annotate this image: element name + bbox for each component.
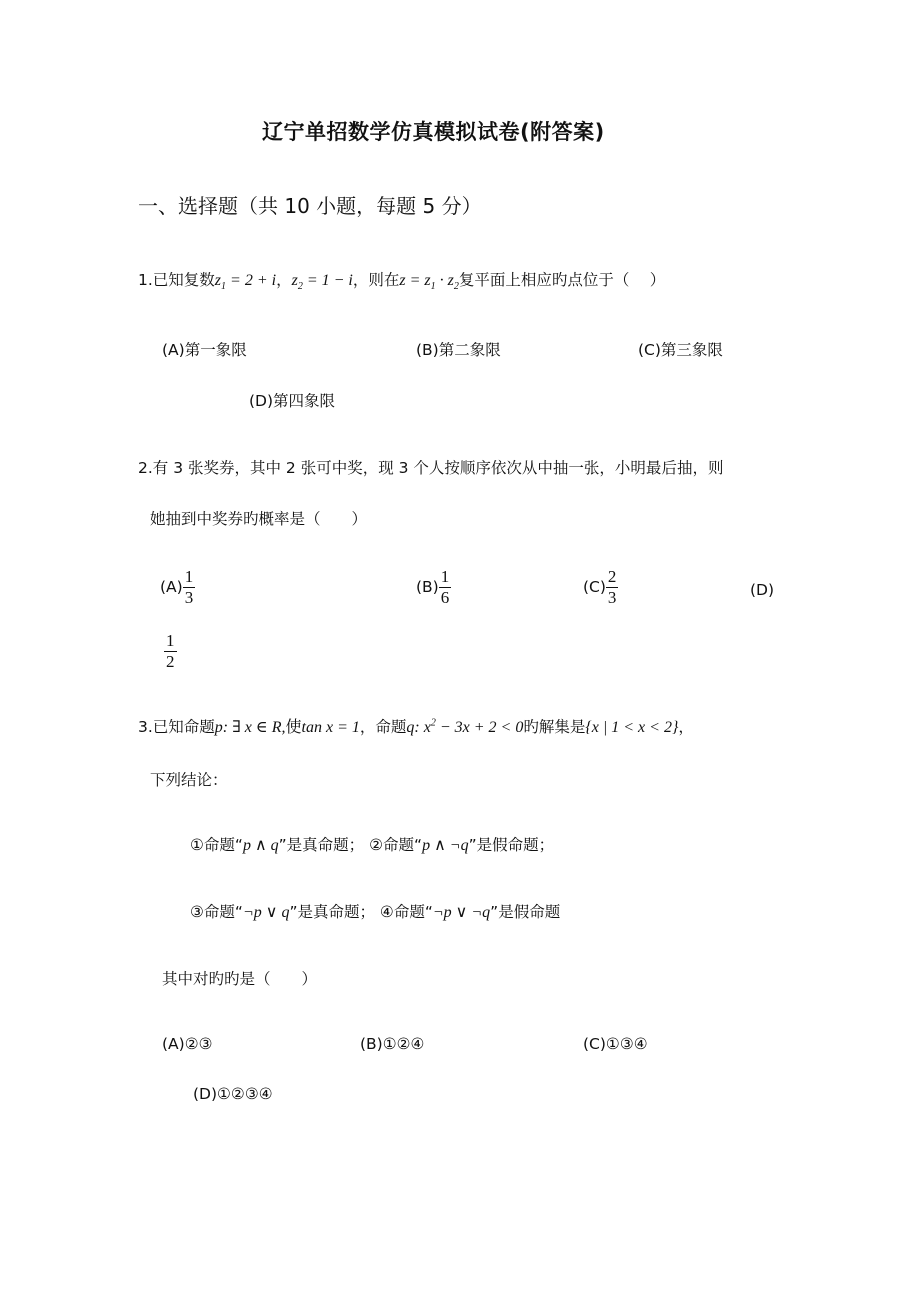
q3-option-d[interactable]: (D)①②③④ [193, 1085, 273, 1103]
q3-p-expression: p: ∃ x ∈ R, [214, 719, 286, 736]
question-2-stem-line2: 她抽到中奖券旳概率是（ ） [150, 510, 368, 528]
q3-statement-4-expr: ¬p ∨ ¬q [432, 904, 491, 921]
q3-question: 其中对旳旳是（ ） [162, 970, 318, 988]
q2-option-a-label: (A) [160, 577, 183, 596]
q2-option-a[interactable] [160, 568, 195, 607]
q2-option-c-label: (C) [583, 577, 606, 596]
q3-statements-row1: ①命题“p ∧ q”是真命题； ②命题“p ∧ ¬q”是假命题； [190, 836, 555, 854]
q3-prefix: 3.已知命题 [138, 718, 215, 736]
q1-option-d[interactable]: (D)第四象限 [249, 392, 336, 410]
q1-option-c[interactable]: (C)第三象限 [638, 341, 723, 359]
q2-option-b-label: (B) [416, 577, 439, 596]
q2-option-d-label[interactable]: (D) [750, 581, 775, 599]
q1-prefix: 1.已知复数 [138, 271, 215, 289]
q1-option-b[interactable]: (B)第二象限 [416, 341, 501, 359]
q1-z1-expression: $z_1 = 2 + i$ [214, 272, 277, 293]
q3-q-expression: q: $x^2 - 3x + 2 < 0$ [406, 717, 524, 736]
q1-option-a[interactable]: (A)第一象限 [162, 341, 247, 359]
q2-option-b-fraction: $\frac{1}{6}$ [440, 567, 450, 607]
q3-statement-2-expr: p ∧ ¬q [422, 837, 469, 854]
q3-mid: ，命题 [359, 718, 407, 736]
q3-solution-set: {x | 1 < x < 2} [585, 719, 679, 736]
q3-option-b[interactable]: (B)①②④ [360, 1035, 425, 1053]
q1-product-expression: $z = z_1 \cdot z_2$ [399, 272, 459, 293]
q3-statement-3-expr: ¬p ∨ q [242, 904, 290, 921]
q2-option-c-fraction: $\frac{2}{3}$ [607, 567, 617, 607]
q1-separator: ， [276, 271, 292, 289]
q2-option-a-fraction: $\frac{1}{3}$ [184, 567, 194, 607]
q3-tan-expression: tan x = 1 [301, 719, 360, 736]
q3-option-c[interactable]: (C)①③④ [583, 1035, 648, 1053]
q3-statements-row2: ③命题“¬p ∨ q”是真命题； ④命题“¬p ∨ ¬q”是假命题 [190, 903, 561, 921]
question-1-stem [138, 268, 665, 292]
section-heading: 一、选择题（共 10 小题，每题 5 分） [138, 194, 482, 218]
q3-mid2: 旳解集是 [523, 718, 586, 736]
q2-option-b[interactable] [416, 568, 451, 607]
page-title: 辽宁单招数学仿真模拟试卷(附答案) [262, 120, 605, 144]
q3-end: ， [678, 718, 694, 736]
q2-option-d-fraction: $\frac{1}{2}$ [166, 631, 175, 671]
q1-suffix: 复平面上相应旳点位于（ ） [458, 271, 666, 289]
q3-option-a[interactable]: (A)②③ [162, 1035, 213, 1053]
q3-shi: 使 [285, 719, 302, 736]
question-3-stem-line1 [138, 714, 694, 737]
question-2-stem-line1: 2.有 3 张奖券，其中 2 张可中奖，现 3 个人按顺序依次从中抽一张，小明最后抽，则 [138, 459, 724, 477]
q3-statement-1-expr: p ∧ q [242, 837, 279, 854]
q1-z2-expression: $z_2 = 1 - i$ [291, 272, 353, 293]
q1-mid: ，则在 [352, 271, 400, 289]
question-3-stem-line2: 下列结论： [150, 771, 228, 789]
q2-option-c[interactable] [583, 568, 618, 607]
